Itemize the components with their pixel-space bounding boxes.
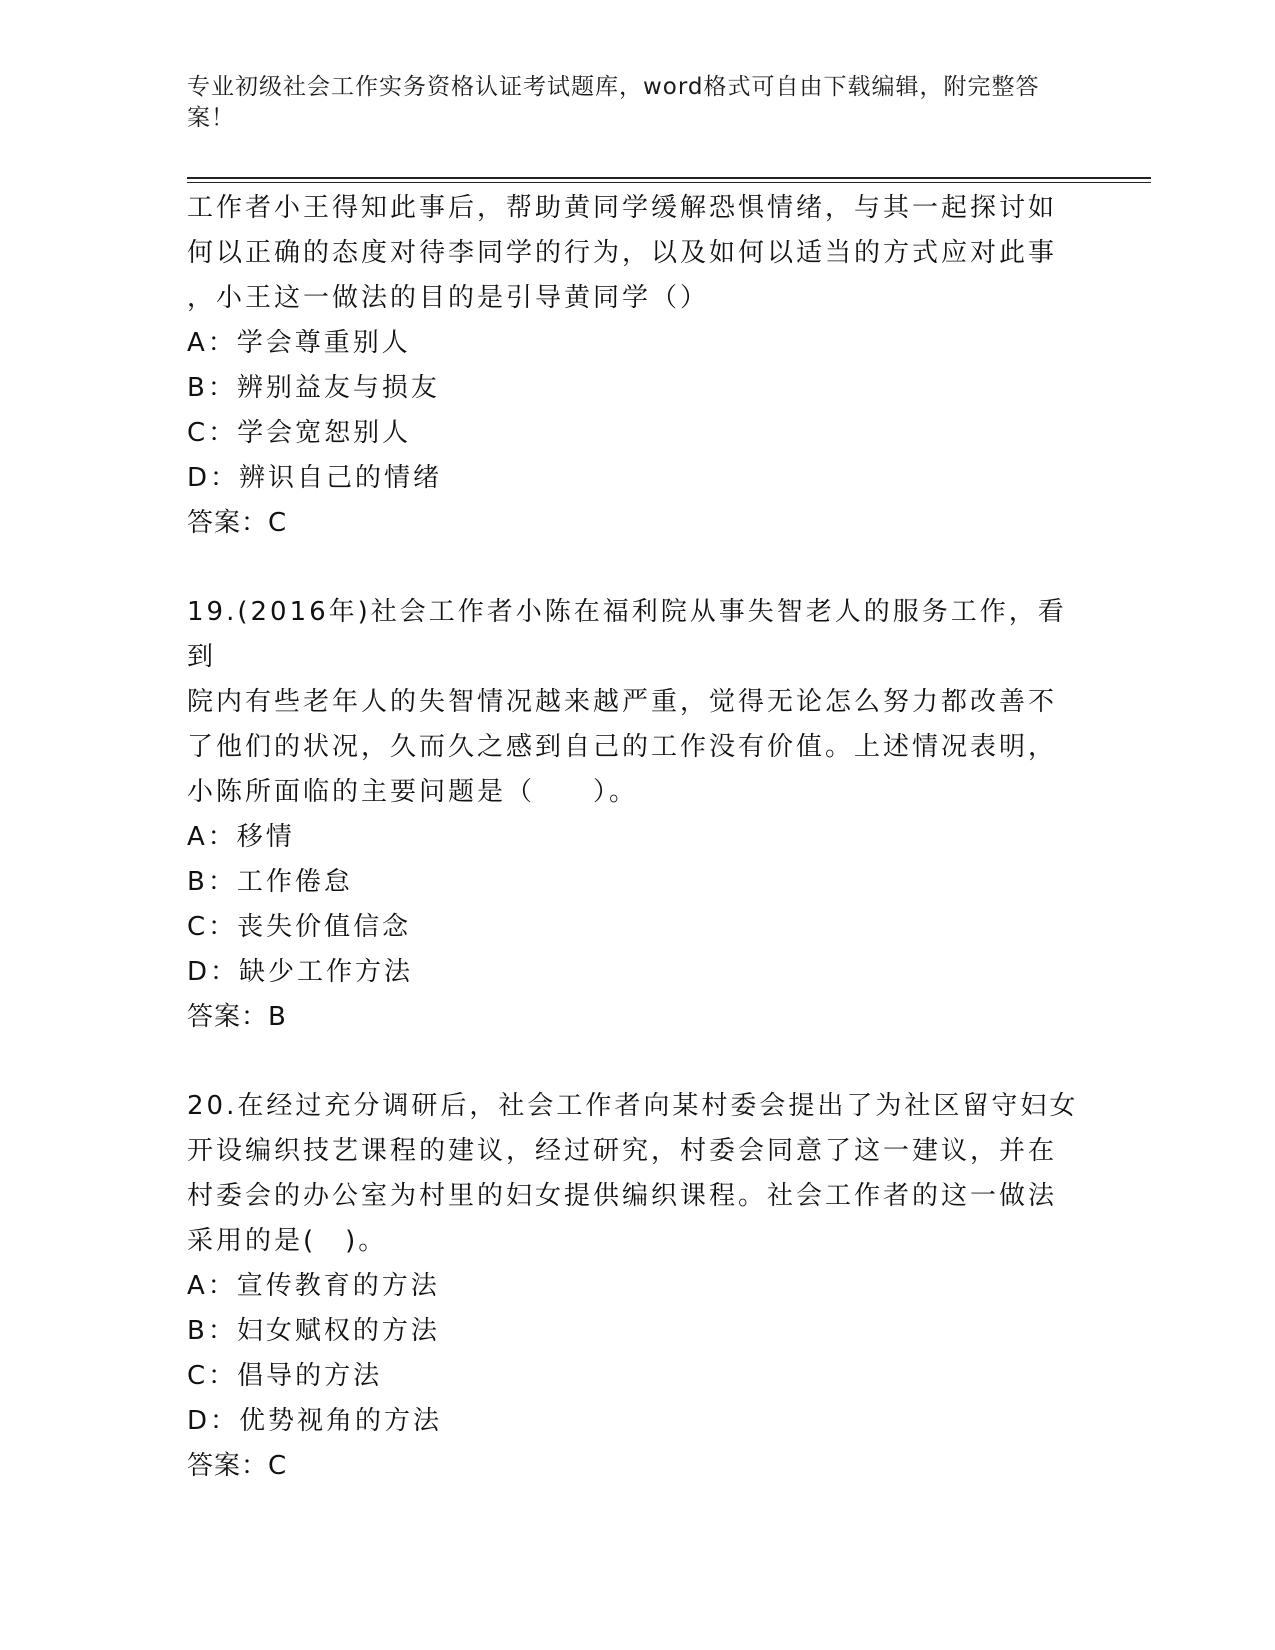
question-stem-line: 院内有些老年人的失智情况越来越严重，觉得无论怎么努力都改善不 [187,687,1058,717]
option-a: A：学会尊重别人 [187,328,411,358]
option-d: D：优势视角的方法 [187,1406,443,1436]
question-stem-line: 小陈所面临的主要问题是（ ）。 [187,777,639,807]
question-stem-line: 19.(2016年)社会工作者小陈在福利院从事失智老人的服务工作，看到 [187,597,1067,672]
header-line-2: 案！ [187,105,235,131]
question-stem-line: 工作者小王得知此事后，帮助黄同学缓解恐惧情绪，与其一起探讨如 [187,193,1058,223]
question-stem-line: 村委会的办公室为村里的妇女提供编织课程。社会工作者的这一做法 [187,1181,1058,1211]
answer-line: 答案：C [187,508,288,538]
question-stem-line: 何以正确的态度对待李同学的行为，以及如何以适当的方式应对此事 [187,238,1058,268]
question-stem-line: 开设编织技艺课程的建议，经过研究，村委会同意了这一建议，并在 [187,1136,1058,1166]
option-a: A：移情 [187,822,295,852]
option-c: C：学会宽恕别人 [187,418,412,448]
option-b: B：妇女赋权的方法 [187,1316,440,1346]
question-stem-line: 了他们的状况，久而久之感到自己的工作没有价值。上述情况表明， [187,732,1058,762]
answer-line: 答案：C [187,1451,288,1481]
option-d: D：缺少工作方法 [187,957,414,987]
option-b: B：辨别益友与损友 [187,373,440,403]
question-list [187,186,1087,1489]
answer-line: 答案：B [187,1002,287,1032]
header-divider-thin [187,182,1151,183]
question-18 [187,186,1087,546]
question-20 [187,1084,1087,1489]
header-divider-thick [187,177,1151,179]
header-line-1: 专业初级社会工作实务资格认证考试题库，word格式可自由下载编辑，附完整答 [187,74,1040,100]
question-stem-line: 20.在经过充分调研后，社会工作者向某村委会提出了为社区留守妇女 [187,1091,1079,1121]
question-19 [187,590,1087,1040]
option-d: D：辨识自己的情绪 [187,463,443,493]
question-stem-line: ，小王这一做法的目的是引导黄同学（） [187,283,710,313]
option-c: C：丧失价值信念 [187,912,412,942]
option-c: C：倡导的方法 [187,1361,383,1391]
page-header [187,72,1067,134]
option-a: A：宣传教育的方法 [187,1271,440,1301]
question-stem-line: 采用的是( )。 [187,1226,388,1256]
option-b: B：工作倦怠 [187,867,353,897]
